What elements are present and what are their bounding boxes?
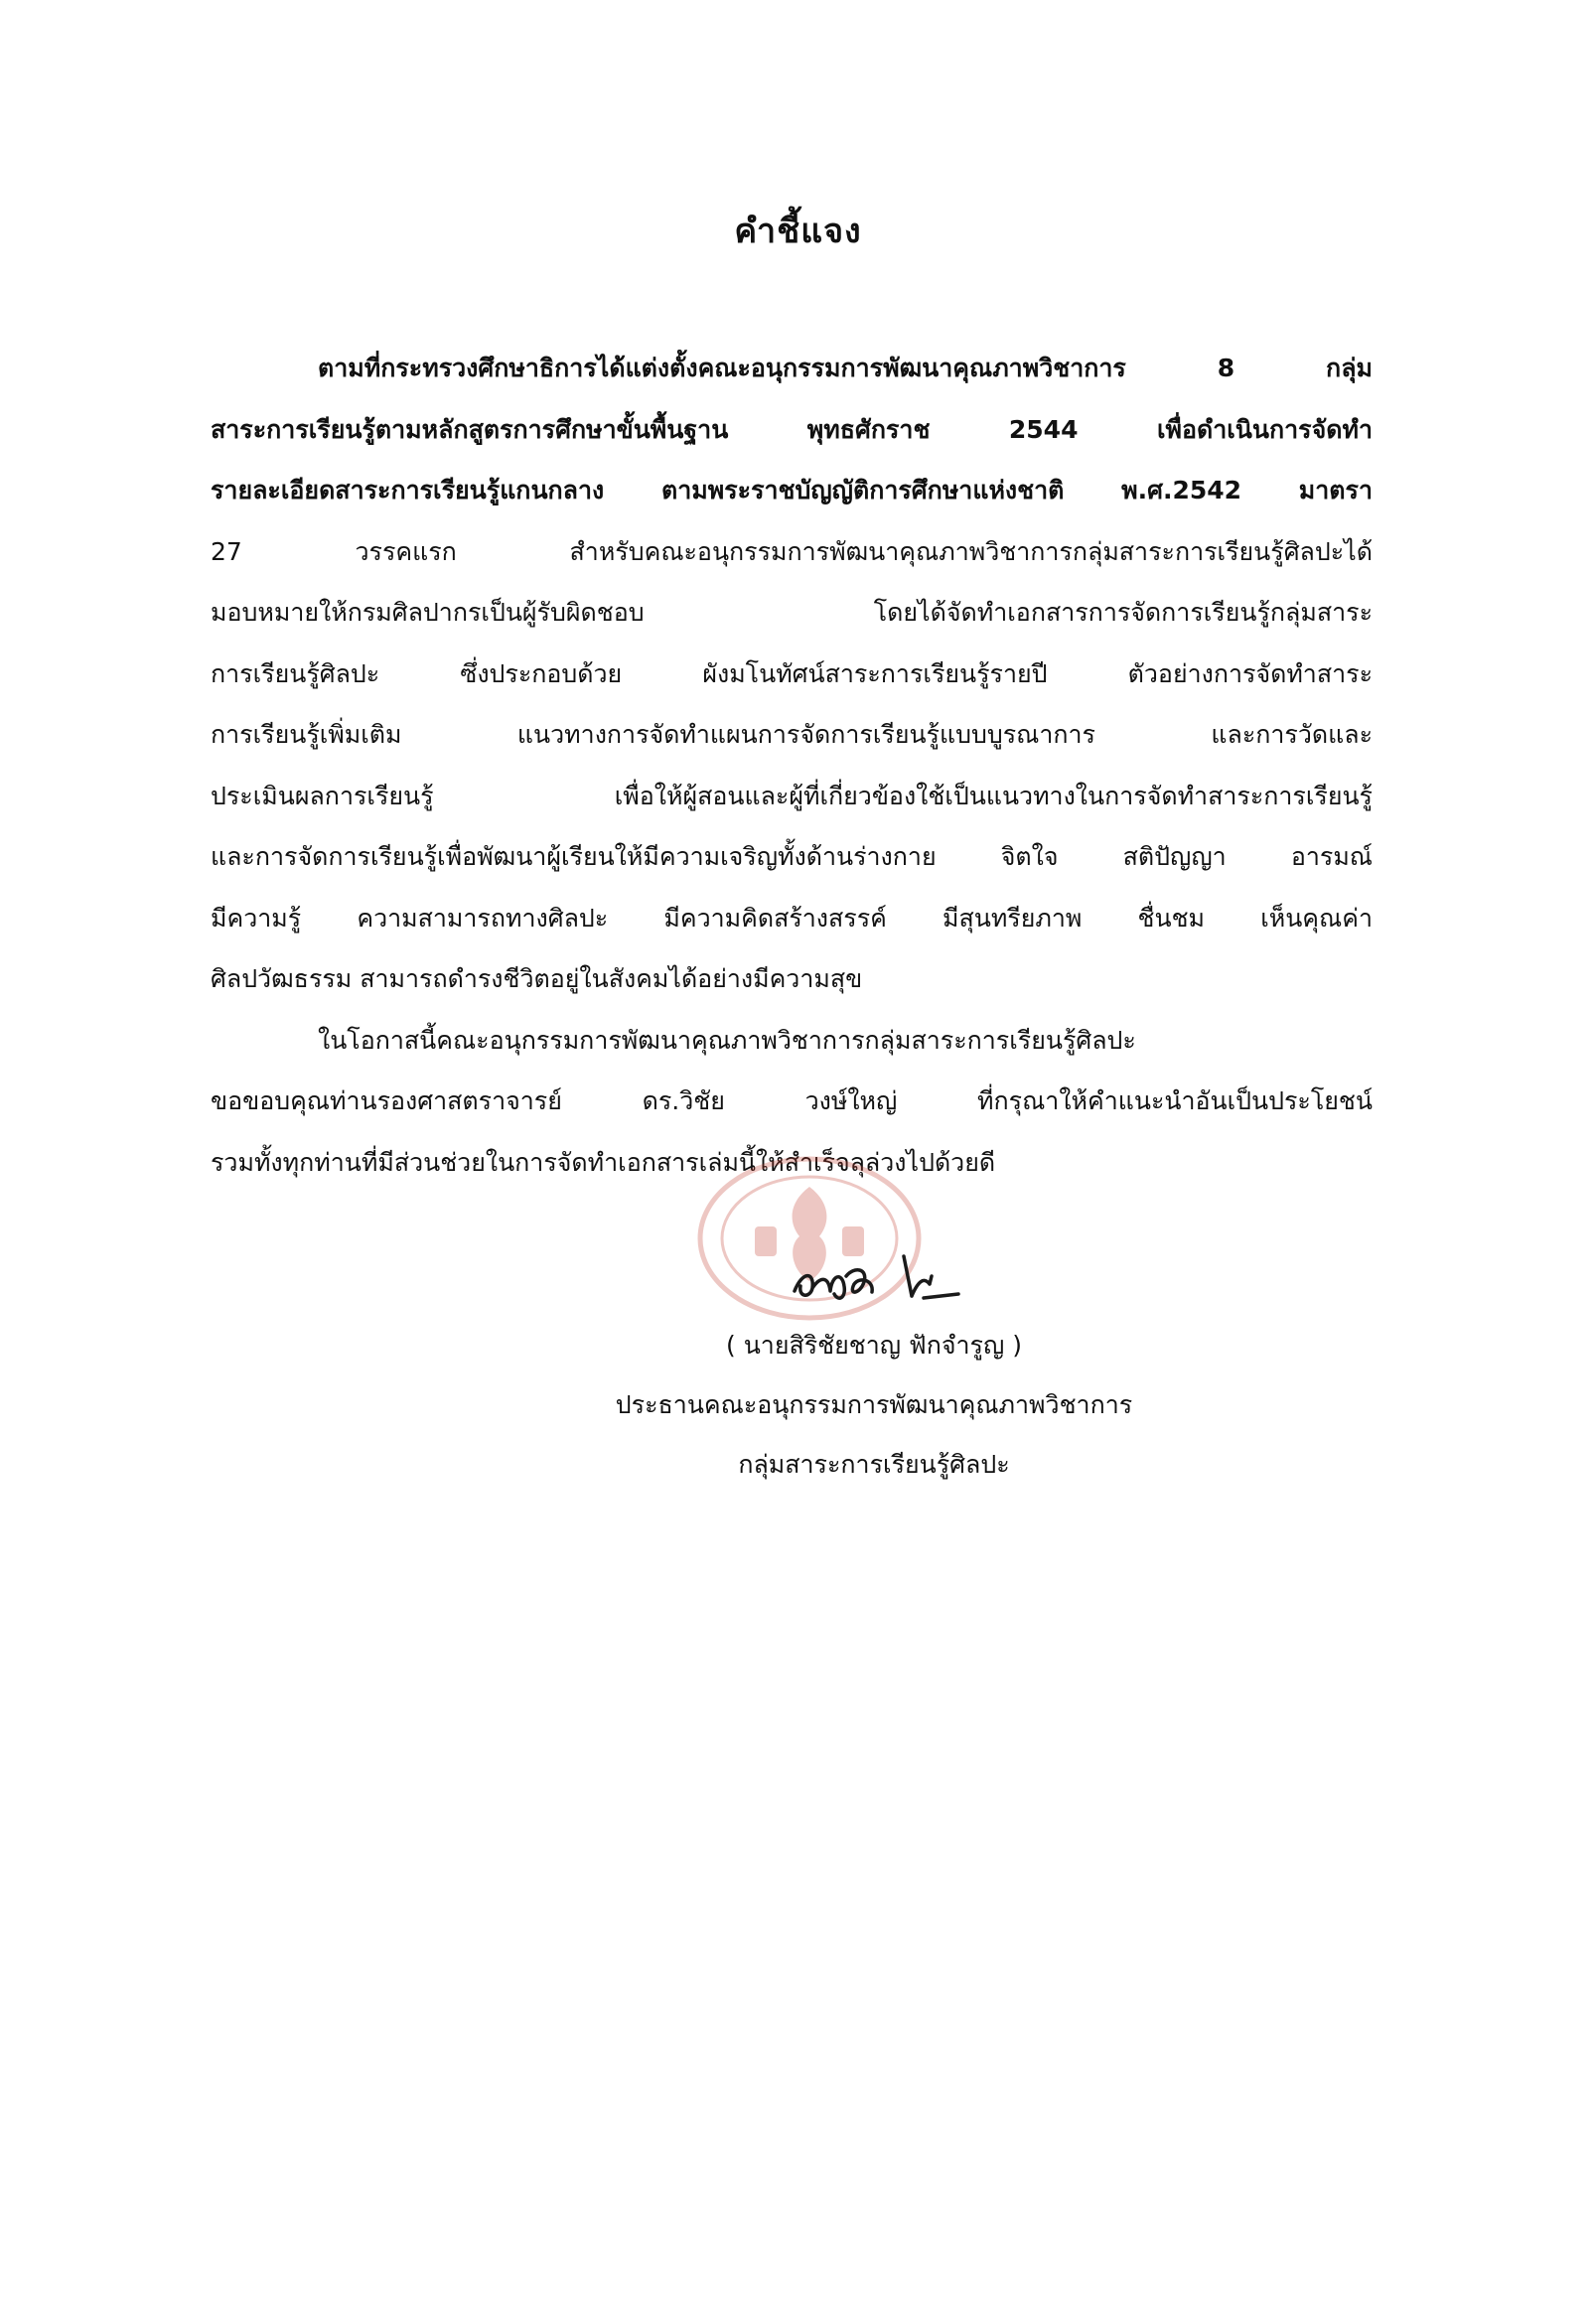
paragraph-1-line-2: สาระการเรียนรู้ตามหลักสูตรการศึกษาขั้นพื้นฐาน พุทธศักราช 2544 เพื่อดำเนินการจัดทำ xyxy=(211,414,1373,444)
paragraph-2-line-2: ขอขอบคุณท่านรองศาสตราจารย์ ดร.วิชัย วงษ์ใหญ่ ที่กรุณาให้คำแนะนำอันเป็นประโยชน์ xyxy=(211,1086,1373,1115)
signatory-position: ประธานคณะอนุกรรมการพัฒนาคุณภาพวิชาการ xyxy=(615,1390,1133,1419)
paragraph-2-line-1: ในโอกาสนี้คณะอนุกรรมการพัฒนาคุณภาพวิชาการกลุ่มสาระการเรียนรู้ศิลปะ xyxy=(318,1025,1136,1055)
paragraph-1-line-10: มีความรู้ ความสามารถทางศิลปะ มีความคิดสร้างสรรค์ มีสุนทรียภาพ ชื่นชม เห็นคุณค่า xyxy=(211,903,1373,933)
paragraph-1-line-1: ตามที่กระทรวงศึกษาธิการได้แต่งตั้งคณะอนุกรรมการพัฒนาคุณภาพวิชาการ 8 กลุ่ม xyxy=(318,354,1373,382)
signatory-group: กลุ่มสาระการเรียนรู้ศิลปะ xyxy=(738,1450,1010,1479)
document-body xyxy=(211,338,1373,1193)
handwritten-signature xyxy=(785,1236,1003,1316)
paragraph-2-line-3: รวมทั้งทุกท่านที่มีส่วนช่วยในการจัดทำเอกสารเล่มนี้ให้สำเร็จลุล่วงไปด้วยดี xyxy=(211,1147,996,1177)
paragraph-1-line-8: ประเมินผลการเรียนรู้ เพื่อให้ผู้สอนและผู้ที่เกี่ยวข้องใช้เป็นแนวทางในการจัดทำสาระการเรียนรู้ xyxy=(211,781,1373,810)
paragraph-1-line-7: การเรียนรู้เพิ่มเติม แนวทางการจัดทำแผนการจัดการเรียนรู้แบบบูรณาการ และการวัดและ xyxy=(211,720,1373,749)
paragraph-1-line-3: รายละเอียดสาระการเรียนรู้แกนกลาง ตามพระราชบัญญัติการศึกษาแห่งชาติ พ.ศ.2542 มาตรา xyxy=(211,476,1373,504)
paragraph-1-line-11: ศิลปวัฒธรรม สามารถดำรงชีวิตอยู่ในสังคมได้อย่างมีความสุข xyxy=(211,964,863,993)
paragraph-1-line-4: 27 วรรคแรก สำหรับคณะอนุกรรมการพัฒนาคุณภาพวิชาการกลุ่มสาระการเรียนรู้ศิลปะได้ xyxy=(211,536,1373,566)
page-title: คำชี้แจง xyxy=(734,212,862,251)
paragraph-1-line-6: การเรียนรู้ศิลปะ ซึ่งประกอบด้วย ผังมโนทัศน์สาระการเรียนรู้รายปี ตัวอย่างการจัดทำสาระ xyxy=(211,658,1373,688)
signatory-name: ( นายสิริชัยชาญ ฟักจำรูญ ) xyxy=(726,1331,1022,1360)
paragraph-1-line-9: และการจัดการเรียนรู้เพื่อพัฒนาผู้เรียนให้มีความเจริญทั้งด้านร่างกาย จิตใจ สติปัญญา อารมณ์ xyxy=(211,842,1373,871)
paragraph-1-line-5: มอบหมายให้กรมศิลปากรเป็นผู้รับผิดชอบ โดยได้จัดทำเอกสารการจัดการเรียนรู้กลุ่มสาระ xyxy=(211,598,1373,627)
